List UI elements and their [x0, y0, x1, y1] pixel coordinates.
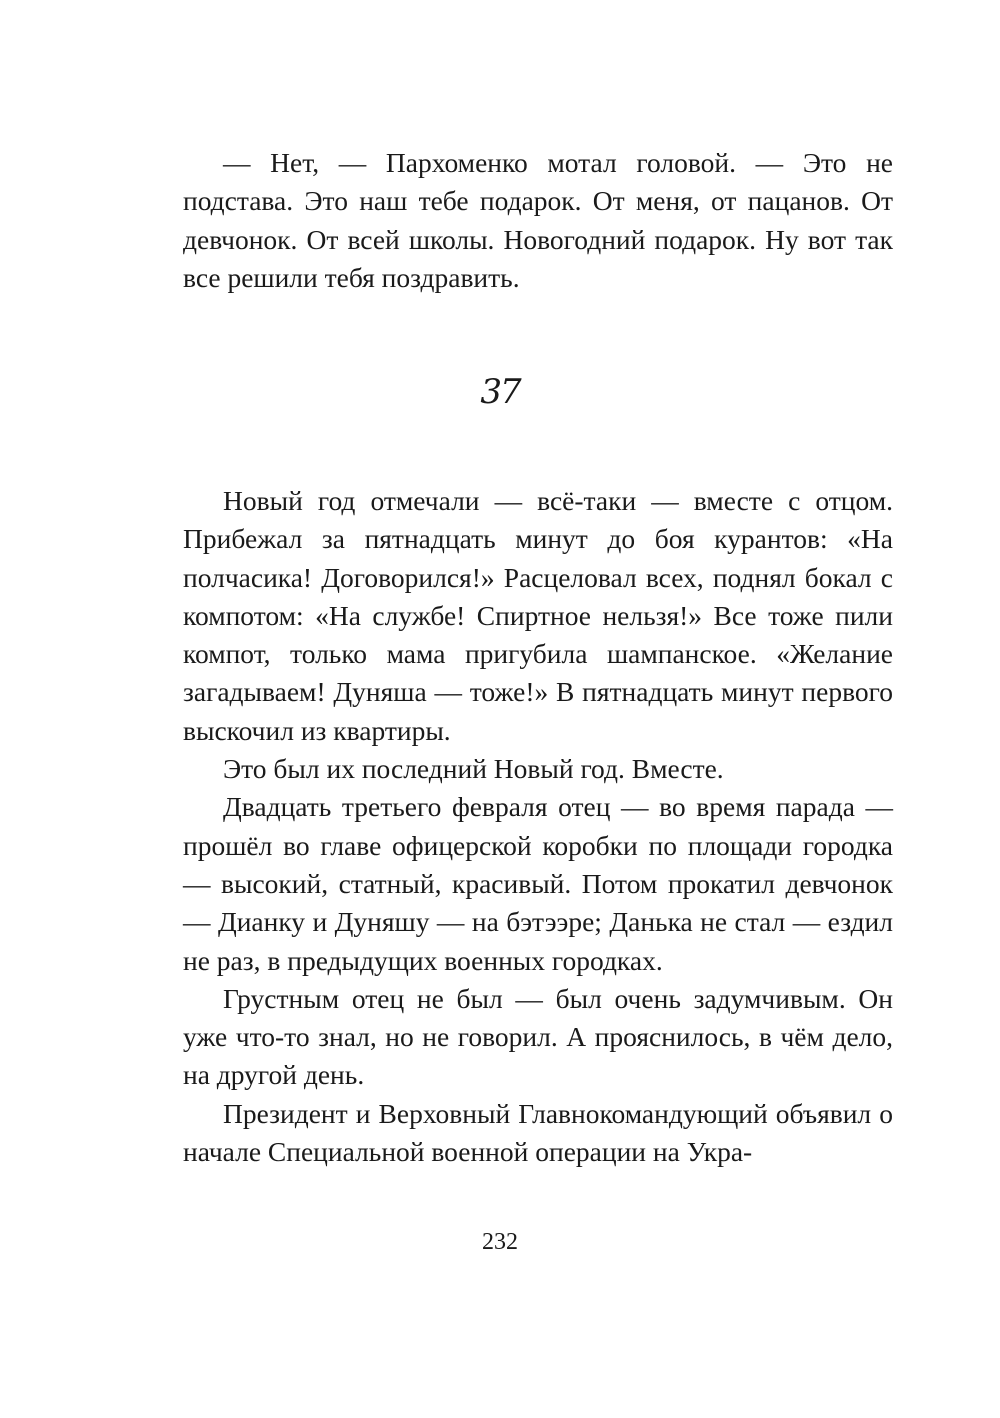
continued-text-block [183, 144, 893, 297]
paragraph: Президент и Верховный Главнокомандующий объявил о начале Специальной военной операции на Укра- [183, 1097, 893, 1168]
page-number: 232 [482, 1229, 518, 1255]
paragraph: Грустным отец не был — был очень задумчивым. Он уже что-то знал, но не говорил. А прояснилось, в чём дело, на другой день. [183, 982, 893, 1091]
paragraph: Это был их последний Новый год. Вместе. [223, 753, 724, 785]
chapter-text-block [183, 482, 893, 1171]
paragraph: Двадцать третьего февраля отец — во время парада — прошёл во главе офицерской коробки по площади городка — высокий, статный, красивый. Потом прокатил девчонок — Дианку и Дуняшу — на бэтээре; Данька не стал — ездил не раз, в предыдущих военных городках. [183, 791, 893, 976]
paragraph: Новый год отмечали — всё-таки — вместе с отцом. Прибежал за пятнадцать минут до боя курантов: «На полчасика! Договорился!» Расцеловал всех, поднял бокал с компотом: «На службе! Спиртное нельзя!» Все тоже пили компот, только мама пригубила шампанское. «Желание загадываем! Дуняша — тоже!» В пятнадцать минут первого выскочил из квартиры. [183, 485, 893, 746]
paragraph: — Нет, — Пархоменко мотал головой. — Это не подстава. Это наш тебе подарок. От меня, от пацанов. От девчонок. От всей школы. Новогодний подарок. Ну вот так все решили тебя поздравить. [183, 147, 893, 293]
chapter-number: 37 [480, 372, 520, 412]
